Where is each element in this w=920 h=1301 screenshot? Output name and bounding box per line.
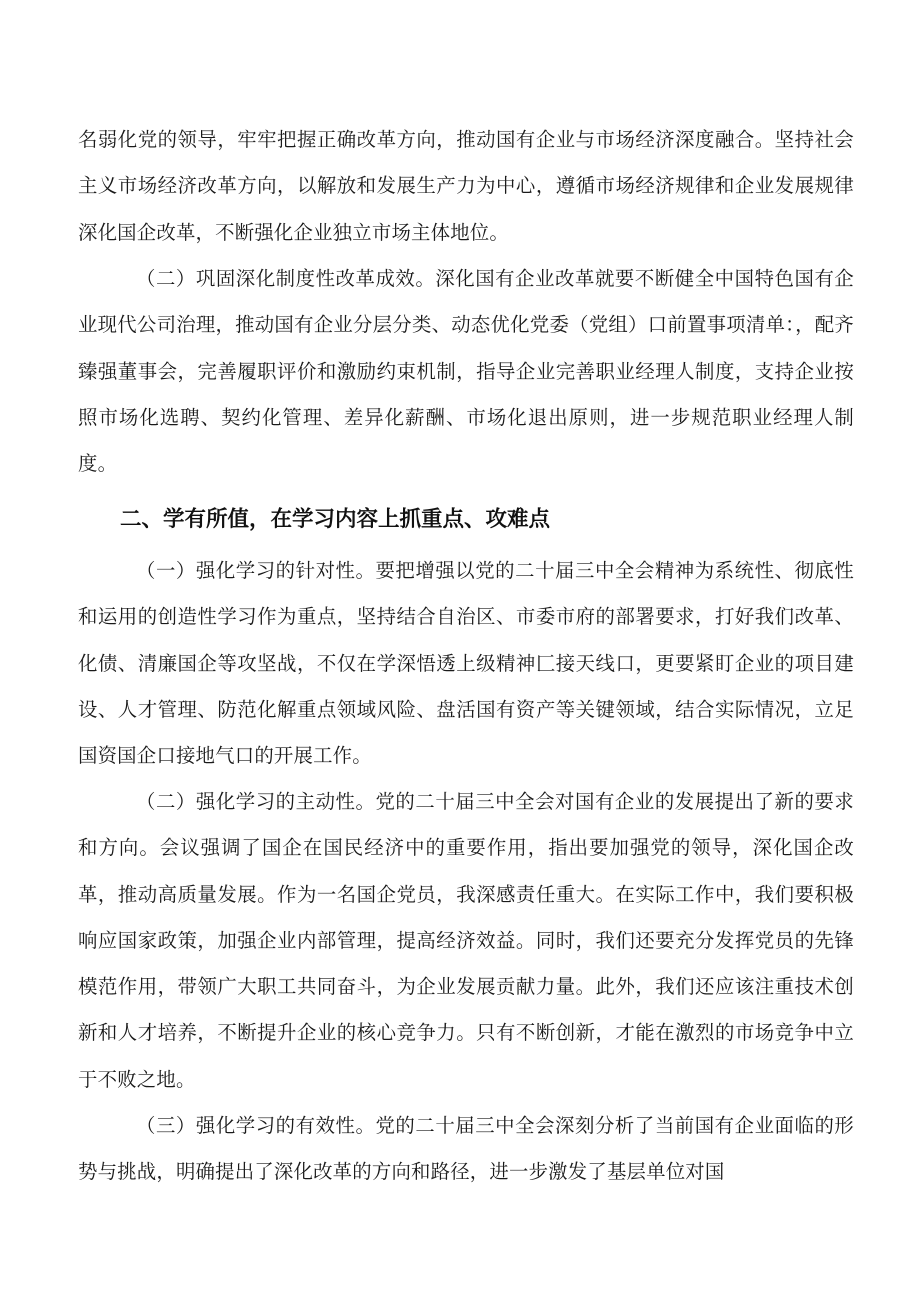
paragraph-consolidate-reform: （二）巩固深化制度性改革成效。深化国有企业改革就要不断健全中国特色国有企业现代公司治理，推动国有企业分层分类、动态优化党委（党组）口前置事项清单：，配齐臻强董事会，完善履职评价和激励约束机制，指导企业完善职业经理人制度，支持企业按照市场化选聘、契约化管理、差异化薪酬、市场化退出原则，进一步规范职业经理人制度。 — [78, 267, 854, 476]
paragraph-study-initiative: （二）强化学习的主动性。党的二十届三中全会对国有企业的发展提出了新的要求和方向。会议强调了国企在国民经济中的重要作用，指出要加强党的领导，深化国企改革，推动高质量发展。作为一名国企党员，我深感责任重大。在实际工作中，我们要积极响应国家政策，加强企业内部管理，提高经济效益。同时，我们还要充分发挥党员的先锋模范作用，带领广大职工共同奋斗，为企业发展贡献力量。此外，我们还应该注重技术创新和人才培养，不断提升企业的核心竞争力。只有不断创新，才能在激烈的市场竞争中立于不败之地。 — [78, 790, 854, 1091]
section-heading: 二、学有所值，在学习内容上抓重点、攻难点 — [120, 507, 551, 532]
paragraph-study-targeted: （一）强化学习的针对性。要把增强以党的二十届三中全会精神为系统性、彻底性和运用的创造性学习作为重点，坚持结合自治区、市委市府的部署要求，打好我们改革、化债、清廉国企等攻坚战，不仅在学深悟透上级精神匚接天线口，更要紧盯企业的项目建设、人才管理、防范化解重点领域风险、盘活国有资产等关键领域，结合实际情况，立足国资国企口接地气口的开展工作。 — [78, 559, 854, 768]
paragraph-study-effectiveness: （三）强化学习的有效性。党的二十届三中全会深刻分析了当前国有企业面临的形势与挑战，明确提出了深化改革的方向和路径，进一步激发了基层单位对国 — [78, 1114, 854, 1184]
paragraph-continued: 名弱化党的领导，牢牢把握正确改革方向，推动国有企业与市场经济深度融合。坚持社会主义市场经济改革方向，以解放和发展生产力为中心，遵循市场经济规律和企业发展规律深化国企改革，不断强化企业独立市场主体地位。 — [78, 128, 854, 244]
